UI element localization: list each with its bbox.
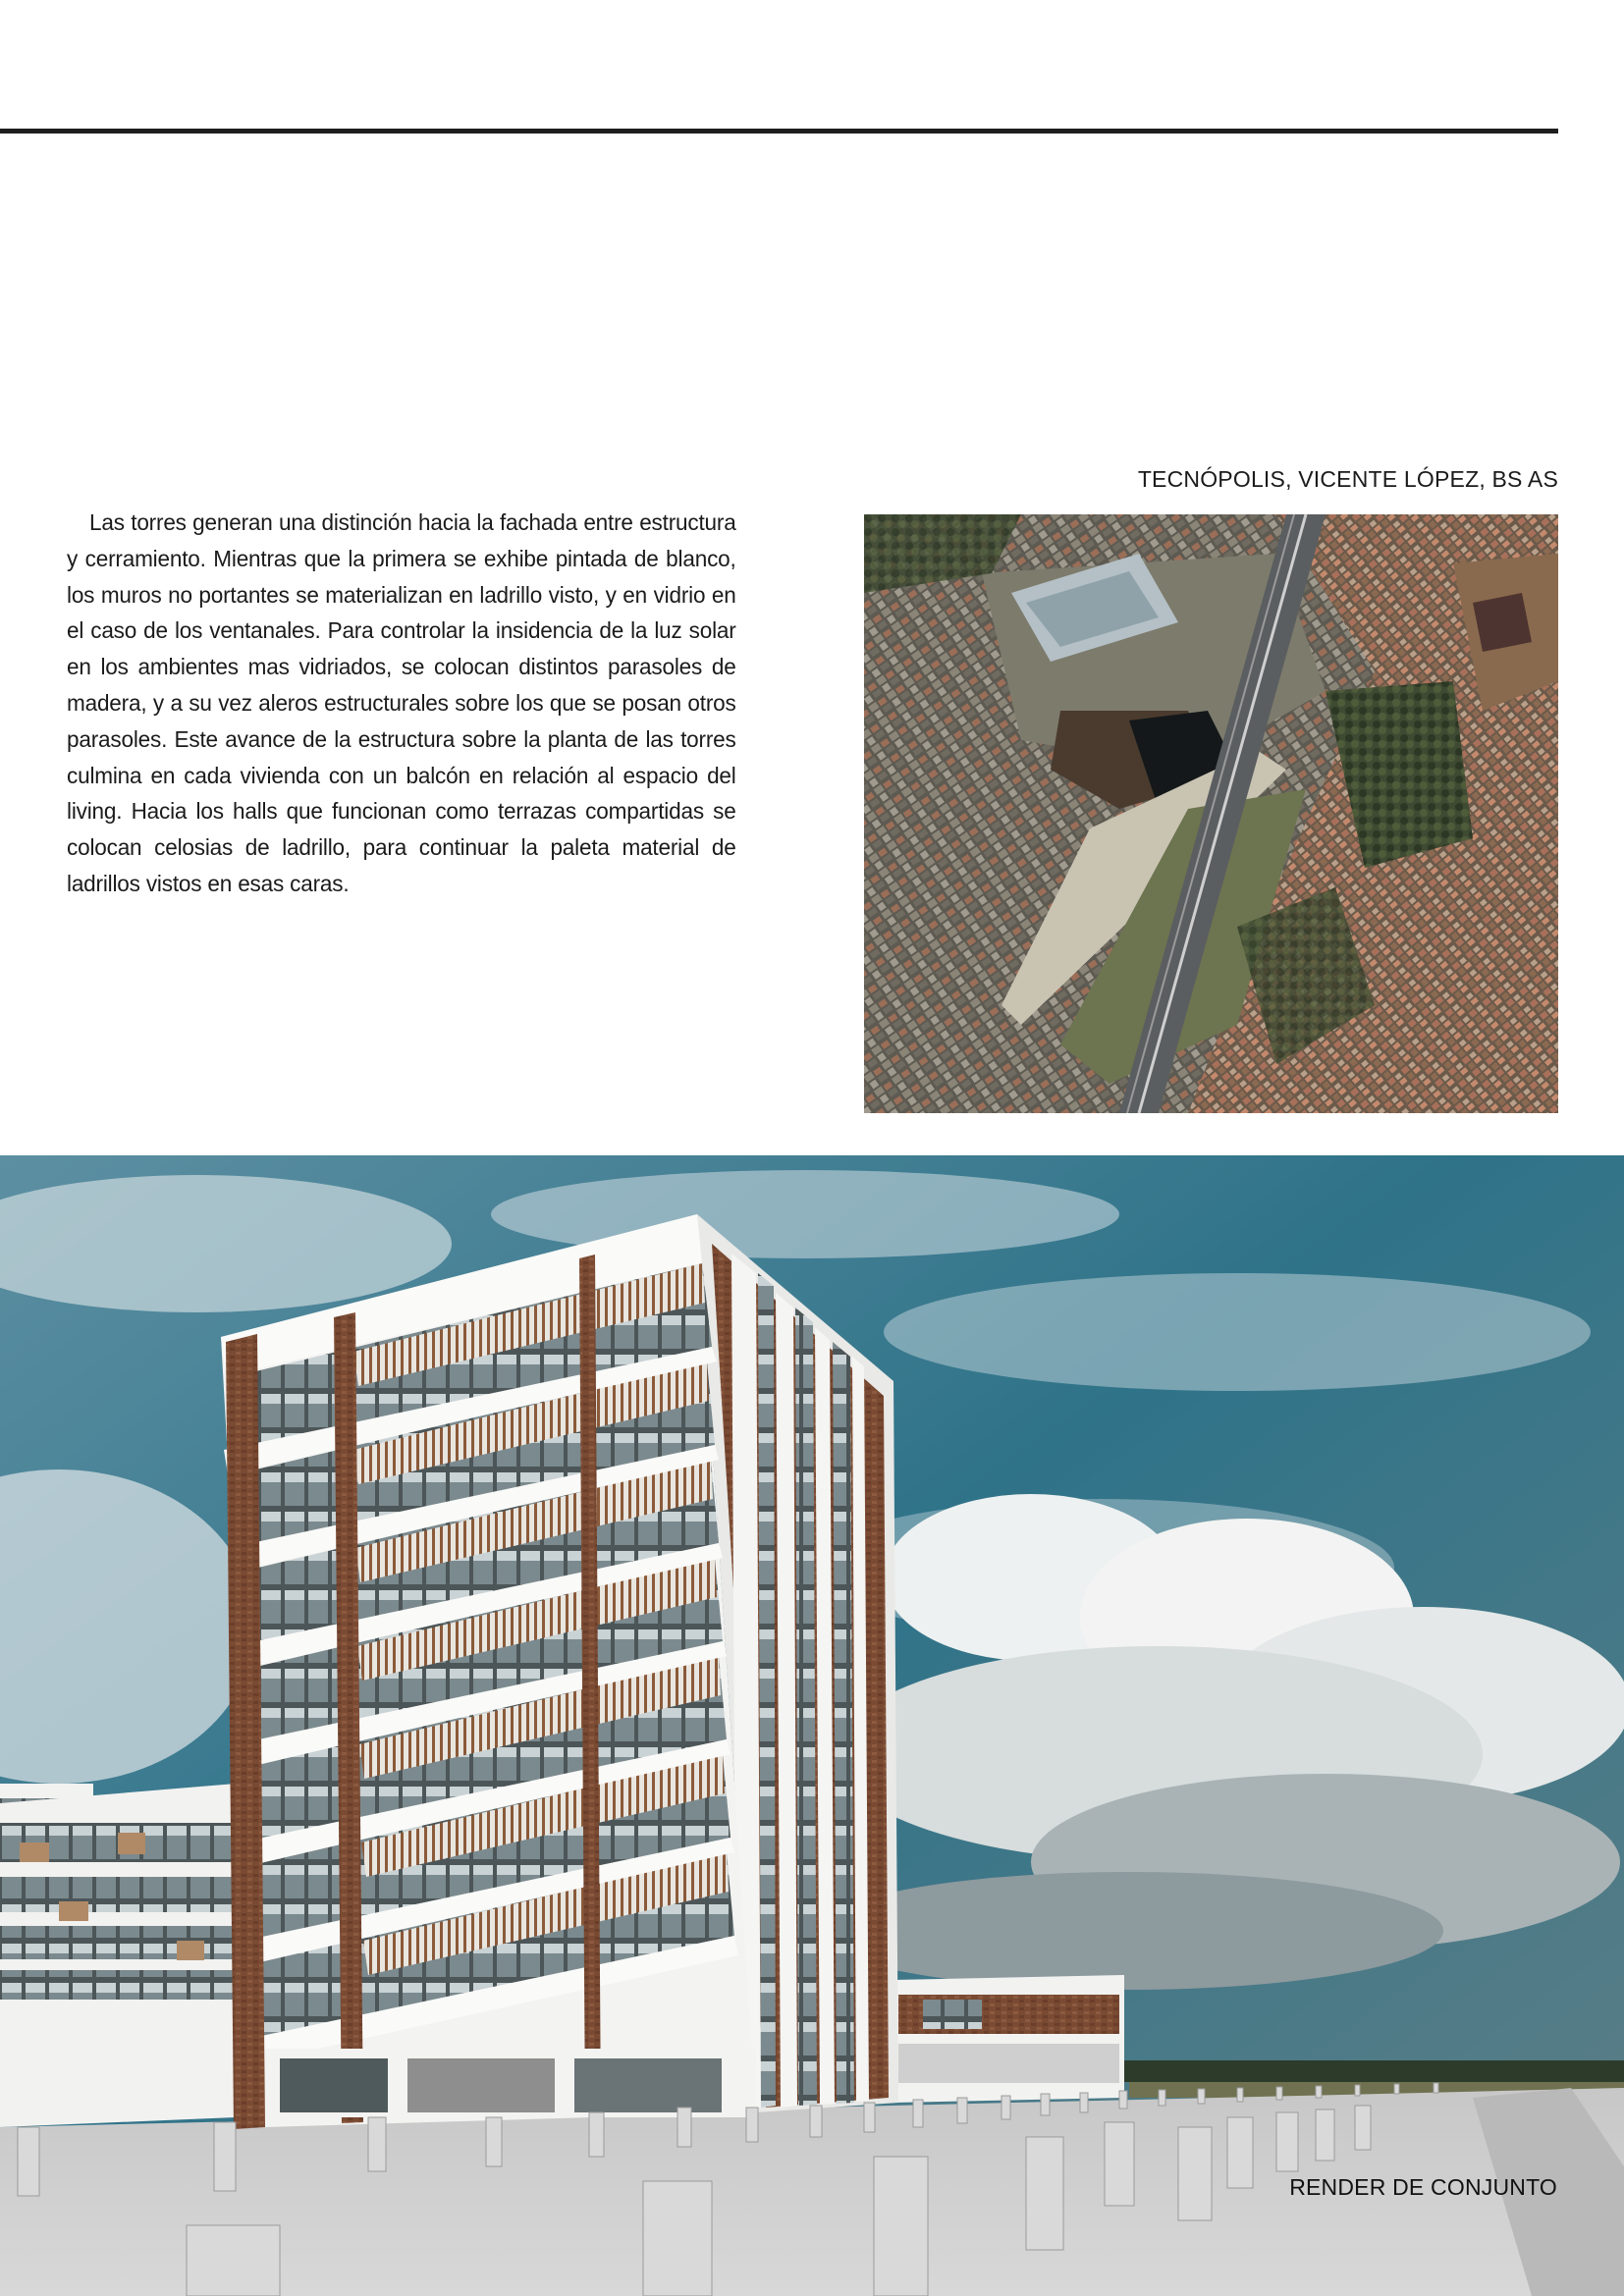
map-caption: TECNÓPOLIS, VICENTE LÓPEZ, BS AS (1137, 466, 1558, 492)
aerial-map-image (864, 514, 1558, 1113)
body-paragraph: Las torres generan una distinción hacia la fachada entre estructura y cerramiento. Mientras que la primera se exhibe pintada de blanco, los muros no portantes se materializan en ladrillo visto, y en vidrio en el caso de los ventanales. Para controlar la insidencia de la luz solar en los ambientes mas vidriados, se colocan distintos parasoles de madera, y a su vez aleros estructurales sobre los que se posan otros parasoles. Este avance de la estructura sobre la planta de las torres culmina en cada vivienda con un balcón en relación al espacio del living. Hacia los halls que funcionan como terrazas compartidas se colocan celosias de ladrillo, para continuar la paleta material de ladrillos vistos en esas caras. (67, 509, 736, 896)
top-rule (0, 129, 1558, 133)
render-caption: RENDER DE CONJUNTO (1289, 2174, 1557, 2200)
render-image (0, 1155, 1624, 2296)
